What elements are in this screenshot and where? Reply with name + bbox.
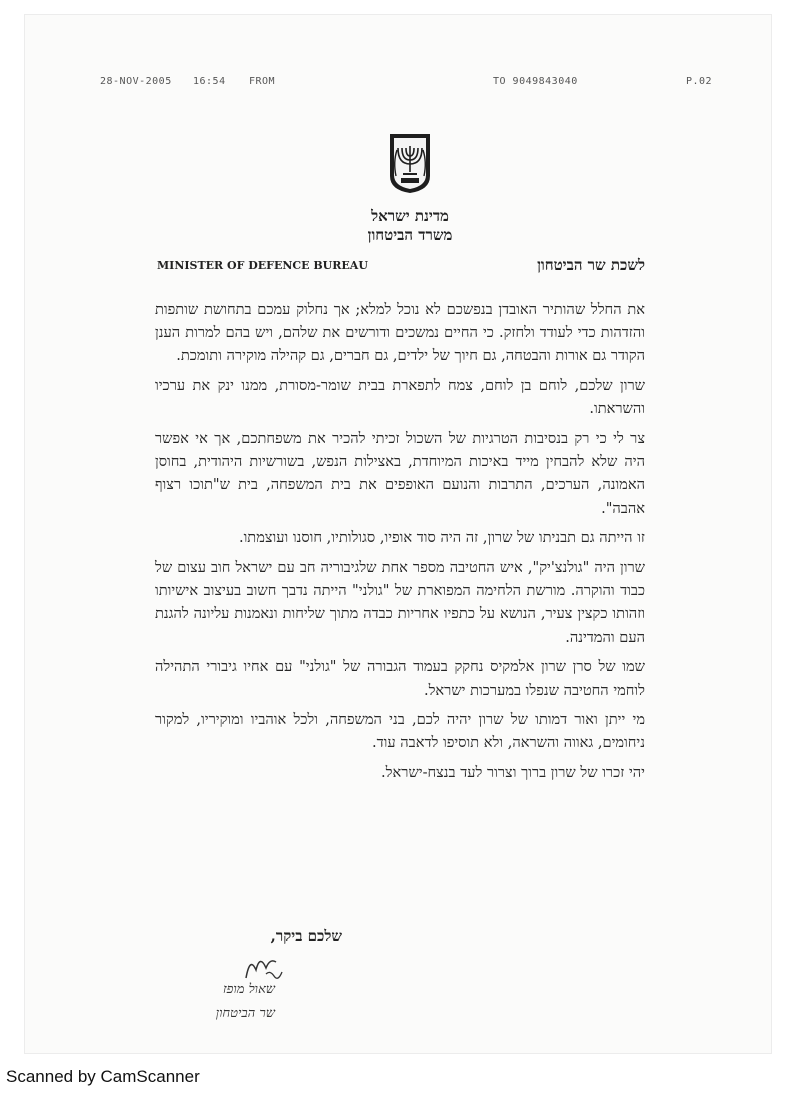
bureau-english: MINISTER OF DEFENCE BUREAU [157,259,368,272]
ministry-title: משרד הביטחון [367,226,453,244]
scanner-watermark: Scanned by CamScanner [6,1067,200,1086]
signer-name: שאול מופז [222,982,275,997]
paragraph: זו הייתה גם תבניתו של שרון, זה היה סוד אופיו, סגולותיו, חוסנו ועוצמתו. [238,529,645,547]
letter-body [155,298,645,791]
signer-title: שר הביטחון [215,1006,275,1021]
fax-header [0,76,800,90]
country-title: מדינת ישראל [371,207,449,225]
paragraph: את החלל שהותיר האובדן בנפשכם לא נוכל למלא; אך נחלוק עמכם בתחושת שותפות והזדהות כדי לעודד ולחזק. כי החיים נמשכים ודורשים את שלהם, ויש בהם למרות הענן הקודר גם אורות והבטחה, גם חיוך של ילדים, גם חברים, גם קהילה מוקירה ותומכת. [155,301,645,365]
paragraph: יהי זכרו של שרון ברוך וצרור לעד בנצח-ישראל. [381,764,645,782]
paragraph: שרון שלכם, לוחם בן לוחם, צמח לתפארת בבית שומר-מסורת, ממנו ינק את ערכיו והשראתו. [155,377,645,418]
fax-from-label: FROM [249,76,276,87]
paragraph: שמו של סרן שרון אלמקיס נחקק בעמוד הגבורה של "גולני" עם אחיו גיבורי התהילה לוחמי החטיבה שנפלו במערכות ישראל. [155,658,645,699]
closing-line: שלכם ביקר, [270,927,342,945]
fax-date: 28-NOV-2005 [100,76,172,87]
bureau-hebrew: לשכת שר הביטחון [537,256,645,274]
fax-page-number: P.02 [686,76,713,87]
paragraph: מי ייתן ואור דמותו של שרון יהיה לכם, בני המשפחה, ולכל אוהביו ומוקיריו, למקור ניחומים, גאווה והשראה, ולא תוסיפו לדאבה עוד. [155,711,645,752]
emblem-of-israel-menorah-icon [387,132,433,194]
paragraph: שרון היה "גולנצ'יק", איש החטיבה מספר אחת שלגיבוריה חב עם ישראל חוב עצום של כבוד והוקרה. מורשת הלחימה המפוארת של "גולני" הייתה נדבך חשוב בעיצוב אישיותו וזהותו כקצין צעיר, הנושא על כתפיו אחריות כבדה מתוך שליחות ונאמנות עליונה להגנת העם והמדינה. [155,559,645,646]
fax-to-number: TO 9049843040 [493,76,578,87]
paragraph: צר לי כי רק בנסיבות הטרגיות של השכול זכיתי להכיר את משפחתכם, אך אי אפשר היה שלא להבחין מייד באיכות המיוחדת, באצילות הנפש, בשורשיות היהודית, בחוסן האמונה, הערכים, התרבות והנועם האופפים את בית המשפחה, בית ש"תוכו רצוף אהבה". [155,430,645,517]
fax-time: 16:54 [193,76,226,87]
